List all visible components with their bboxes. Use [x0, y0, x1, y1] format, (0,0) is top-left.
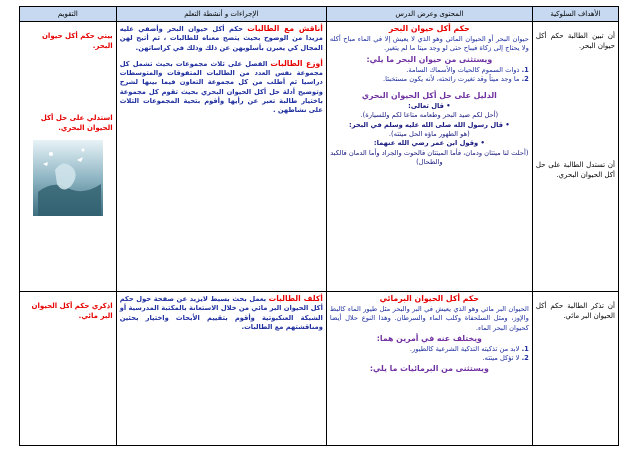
goals-cell-1 — [532, 22, 618, 292]
procedure-2-lead: أوزع الطالبات — [270, 58, 323, 68]
header-procedures: الإجراءات و أنشطة التعلم — [116, 7, 326, 22]
content-except-item-2 — [330, 75, 529, 84]
procedure-3-text: بعمل بحث بسيط لايزيد عن صفحة حول حكم أكل الحيوان البر مائي من خلال الاستعانة بالمكتبة المدرسية أو الشبكة العنكبوتية وأقوم بتقييم الأبحاث واختيار بحثين ومناقشتهم مع الطالبات. — [119, 295, 323, 331]
lesson-plan-page — [19, 6, 619, 446]
goal-sea-evidence: أن تستدل الطالبة على حل أكل الحيوان البحري. — [535, 161, 615, 179]
evaluation-cell-1 — [20, 22, 117, 292]
item-text: لابد من تذكيته التذكية الشرعية كالطيور. — [409, 344, 520, 353]
content-cell-2 — [326, 292, 532, 446]
goal-amphibious-ruling: أن تذكر الطالبة حكم أكل الحيوان البر مائي. — [535, 302, 615, 320]
header-evaluation: التقويم — [20, 7, 117, 22]
quran-intro: • قال تعالى: — [408, 102, 451, 111]
goal-sea-ruling: أن تبين الطالبة حكم أكل حيوان البحر. — [535, 32, 615, 50]
content-except-sea-title: ويستثنى من حيوان البحر ما يلي: — [366, 54, 493, 64]
evaluation-cell-2 — [20, 292, 117, 446]
content-cell-1 — [326, 22, 532, 292]
decorative-sea-illustration — [33, 140, 103, 216]
procedures-cell-2 — [116, 292, 326, 446]
item-number: 1. — [521, 65, 529, 74]
content-def-sea: حيوان البحر أو الحيوان المائي وهو الذي لا يعيش إلا في الماء مباح أكله ولا يحتاج إلى زكاة فيباح حتى لو وجد ميتا ما لم يتغير. — [329, 35, 529, 53]
eval-question-1: بيني حكم أكل حيوان البحر. — [41, 32, 113, 50]
content-diff-item-2 — [330, 354, 529, 363]
procedure-2 — [120, 59, 323, 116]
procedure-1-lead: أناقش مع الطالبات — [247, 24, 323, 33]
content-diff-item-1 — [330, 345, 529, 354]
hadith2-text: (أحلت لنا ميتتان ودمان، فأما الميتتان فالحوت والجراد وأما الدمان فالكبد والطحال) — [330, 148, 529, 166]
lesson-plan-table — [19, 6, 619, 446]
procedure-1-text: حكم أكل حيوان البحر وأضفي عليه مزيدا من الوضوح بحيث يتضح معناه للطالبات ، ثم أتيح لهن المجال كي يعبرن بأسلوبهن عن ذلك وذلك في كراساتهن. — [119, 25, 323, 52]
procedures-cell-1 — [116, 22, 326, 292]
header-content: المحتوى وعرض الدرس — [326, 7, 532, 22]
content-def-amphibious: الحيوان البر مائي وهو الذي يعيش في البر والبحر مثل طيور الماء كالبط والإوز، ومثل السلحفاة وكلب الماء والسرطان. وهذا النوع حلال أيضا كحيوان البحر الماء. — [329, 305, 529, 332]
content-except-amphibious-title: ويستثنى من البرمائيات ما يلي: — [369, 364, 489, 374]
content-evidence-title: الدليل على حل أكل الحيوان البحري — [361, 91, 497, 101]
item-number: 2. — [521, 74, 529, 83]
header-row — [20, 7, 619, 22]
item-number: 2. — [521, 354, 529, 363]
eval-question-3: اذكري حكم أكل الحيوان البر مائي. — [31, 302, 113, 320]
goals-cell-2 — [532, 292, 618, 446]
procedure-3-lead: أكلف الطالبات — [268, 294, 323, 303]
item-text: لا تؤكل ميتته. — [482, 354, 520, 363]
hadith1-intro: • قال رسول الله صلى الله عليه وسلم في البحر: — [349, 120, 510, 129]
item-number: 1. — [521, 344, 529, 353]
item-text: ما وجد ميتاً وقد تغيرت رائحته، لأنه يكون مستخبثا. — [383, 74, 520, 83]
hadith1-text: (هو الطهور ماؤه الحل ميتته). — [388, 130, 470, 139]
item-text: ذوات السموم كالحيات والأسماك السامة. — [406, 65, 520, 74]
content-diff-title: ويختلف عنه في أمرين هما: — [376, 333, 482, 343]
procedure-3 — [120, 294, 323, 332]
content-title-sea: حكم أكل حيوان البحر — [388, 24, 470, 33]
eval-question-2: استدلي على حل أكل الحيوان البحري. — [40, 114, 113, 132]
row-amphibious-animals — [20, 292, 619, 446]
header-goals: الأهداف السلوكية — [532, 7, 618, 22]
procedure-1 — [120, 24, 323, 53]
quran-verse: (أحل لكم صيد البحر وطعامه متاعا لكم وللسيارة). — [360, 111, 499, 120]
procedure-2-text: الفصل على ثلاث مجموعات بحيث تشمل كل مجموعة نفس العدد من الطالبات المتفوقات والمتوسطات دراسيا ثم أطلب من كل مجموعة التعاون فيما بينها لشرح وتوضيح أدلة حل أكل الحيوان البحري بحيث تقوم كل مجموعة باختيار طالبة تعبر عن رأيها وأقوم بتحية المجموعات الثلاث على نشاطهن . — [119, 59, 323, 115]
content-title-amphibious: حكم أكل الحيوان البرمائي — [379, 294, 480, 303]
hadith2-intro: • وقول ابن عمر رضي الله عنهما: — [373, 139, 485, 148]
row-sea-animals — [20, 22, 619, 292]
content-except-item-1 — [330, 66, 529, 75]
